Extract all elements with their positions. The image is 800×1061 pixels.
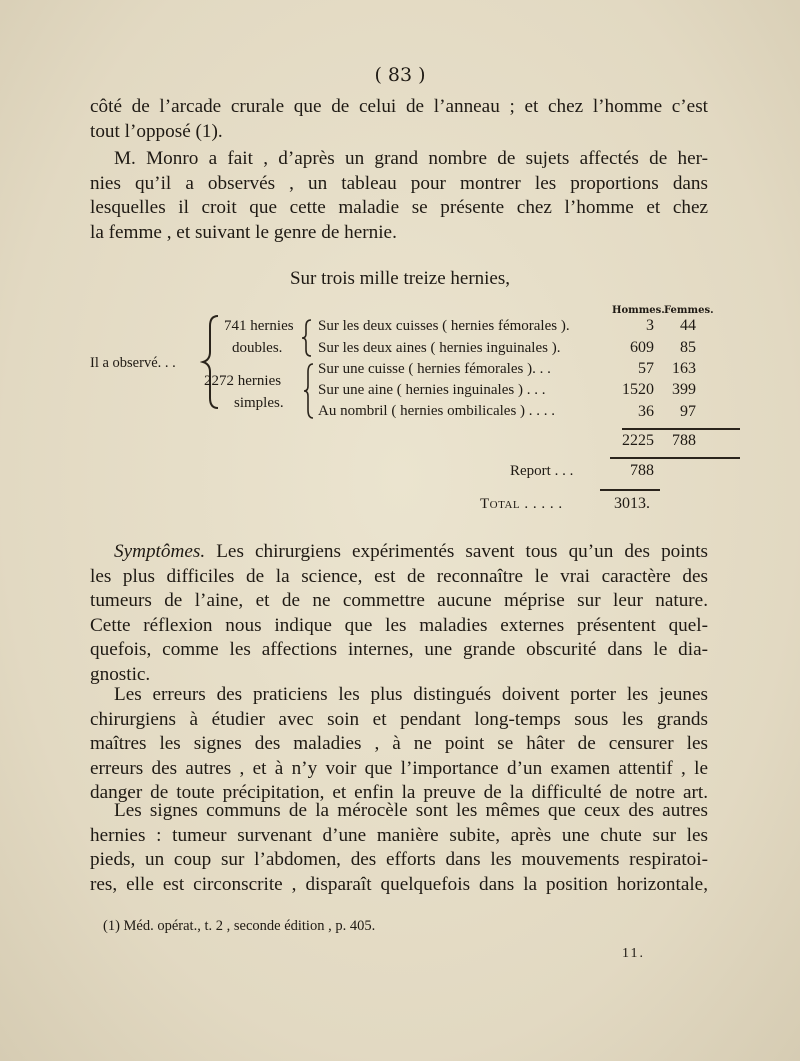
paragraph-line: M. Monro a fait , d’après un grand nombre de sujets affectés de her-	[114, 148, 708, 169]
paragraph-line: Les erreurs des praticiens les plus distingués doivent porter les jeunes	[114, 684, 708, 705]
left-label: Il a observé. . .	[90, 355, 176, 371]
paragraph-2	[90, 147, 708, 245]
paragraph-line: quefois, comme les affections internes, une grande obscurité dans le dia-	[90, 639, 708, 660]
paragraph-line	[90, 540, 708, 565]
table-cell-femmes: 85	[680, 339, 696, 356]
paragraph-1	[90, 95, 708, 144]
paragraph-line: lesquelles il croit que cette maladie se présente chez l’homme et chez	[90, 197, 708, 218]
subtotal-underline	[610, 457, 740, 459]
paragraph-line: Les signes communs de la mérocèle sont les mêmes que ceux des autres	[114, 800, 708, 821]
column-header-femmes: Femmes.	[664, 305, 714, 316]
table-row-label: Au nombril ( hernies ombilicales ) . . . .	[318, 403, 556, 419]
paragraph-line: pieds, un coup sur l’abdomen, des efforts dans les mouvements respiratoi-	[90, 849, 708, 870]
paragraph-line: res, elle est circonscrite , disparaît quelquefois dans la position horizontale,	[90, 873, 708, 895]
paragraph-line: hernies : tumeur survenant d’une manière subite, après une chute sur les	[90, 824, 708, 846]
total-label: Total . . . . .	[480, 496, 563, 512]
table-cell-hommes: 1520	[622, 381, 654, 398]
subtotal-hommes: 2225	[622, 432, 654, 449]
paragraph-line: danger de toute précipitation, et enfin la preuve de la difficulté de notre art.	[90, 782, 708, 803]
report-label: Report . . .	[510, 463, 574, 479]
column-header-hommes: Hommes.	[612, 305, 665, 316]
paragraph-4	[90, 683, 708, 806]
paragraph-line: erreurs des autres , et à n’y voir que l’importance d’un examen attentif , le	[90, 757, 708, 779]
table-cell-hommes: 36	[638, 403, 654, 420]
total-rule	[600, 489, 660, 491]
paragraph-line: tumeurs de l’aine, et de ne commettre aucune méprise sur leur nature.	[90, 590, 708, 611]
subtotal-rule	[622, 428, 740, 430]
paragraph-line: les plus difficiles de la science, est de reconnaître le vrai caractère des	[90, 565, 708, 587]
footnote: (1) Méd. opérat., t. 2 , seconde édition , p. 405.	[103, 918, 376, 934]
paragraph-line: nies qu’il a observés , un tableau pour montrer les proportions dans	[90, 172, 708, 194]
table-cell-hommes: 3	[646, 317, 654, 334]
table-title: Sur trois mille treize hernies,	[289, 268, 511, 289]
paragraph-line: tout l’opposé (1).	[90, 120, 223, 142]
paragraph-symptomes	[90, 540, 708, 687]
group-doubles-count: 741 hernies	[224, 318, 294, 334]
table-row-label: Sur les deux cuisses ( hernies fémorales ).	[318, 318, 570, 334]
brace-simples-icon	[302, 362, 316, 420]
table-row-label: Sur une aine ( hernies inguinales ) . . .	[318, 382, 546, 398]
section-heading-symptomes: Symptômes.	[114, 541, 206, 562]
group-simples-count: 2272 hernies	[204, 373, 282, 389]
table-cell-femmes: 97	[680, 403, 696, 420]
paragraph-line: gnostic.	[90, 663, 151, 685]
table-row-label: Sur une cuisse ( hernies fémorales ). . .	[318, 361, 551, 377]
table-cell-femmes: 44	[680, 317, 696, 334]
group-doubles-label: doubles.	[232, 340, 283, 356]
paragraph-line: Cette réflexion nous indique que les maladies externes présentent quel-	[90, 614, 708, 636]
paragraph-line: chirurgiens à étudier avec soin et pendant long-temps sous les grands	[90, 708, 708, 730]
table-cell-femmes: 399	[672, 381, 696, 398]
paragraph-line: côté de l’arcade crurale que de celui de l’anneau ; et chez l’homme c’est	[90, 96, 708, 117]
table-cell-femmes: 163	[672, 360, 696, 377]
paragraph-line: la femme , et suivant le genre de hernie.	[90, 221, 397, 243]
paragraph-5	[90, 799, 708, 897]
total-value: 3013.	[614, 495, 650, 512]
subtotal-femmes: 788	[672, 432, 696, 449]
paragraph-line: maîtres les signes des maladies , à ne point se hâter de censurer les	[90, 733, 708, 754]
report-value: 788	[630, 462, 654, 479]
left-brace-icon	[200, 314, 222, 410]
page-number: ( 83 )	[374, 64, 426, 86]
table-row-label: Sur les deux aines ( hernies inguinales ).	[318, 340, 561, 356]
group-simples-label: simples.	[234, 395, 284, 411]
paragraph-line-text: Les chirurgiens expérimentés savent tous qu’un des points	[205, 541, 708, 562]
signature-mark: 11.	[622, 946, 645, 961]
table-cell-hommes: 609	[630, 339, 654, 356]
table-cell-hommes: 57	[638, 360, 654, 377]
brace-doubles-icon	[300, 318, 314, 358]
